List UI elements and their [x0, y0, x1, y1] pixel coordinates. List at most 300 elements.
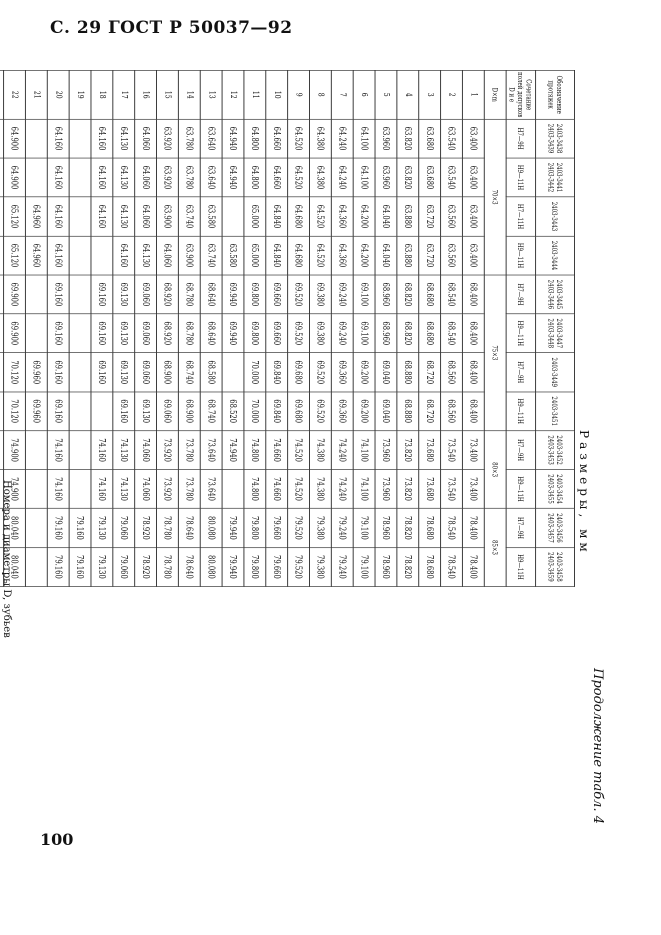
table-cell: 74.940: [222, 431, 244, 470]
row-number: 13: [200, 70, 222, 119]
table-cell: 74.800: [244, 431, 266, 470]
table-row: [157, 70, 179, 586]
table-cell: 69.900: [4, 275, 26, 314]
column-code: 2403-3444: [536, 236, 575, 275]
column-code: 2403-3458 2403-3459: [536, 547, 575, 586]
table-cell: 64.040: [375, 236, 397, 275]
table-cell: 68.880: [397, 392, 419, 431]
table-cell: 79.160: [69, 509, 91, 548]
table-cell: 78.400: [462, 547, 484, 586]
table-cell: 69.240: [331, 314, 353, 353]
table-cell: 63.920: [157, 119, 179, 158]
table-cell: [222, 197, 244, 236]
table-cell: 78.960: [375, 509, 397, 548]
rotated-table-region: [9, 70, 605, 830]
table-cell: 64.160: [47, 197, 69, 236]
table-cell: 79.160: [69, 547, 91, 586]
table-cell: 74.100: [353, 431, 375, 470]
column-tolerance: H7—9H: [506, 353, 535, 392]
table-cell: 64.160: [91, 197, 113, 236]
table-row: [69, 70, 91, 586]
column-code: 2403-3445 2403-3446: [536, 275, 575, 314]
table-cell: 79.060: [113, 547, 135, 586]
table-cell: 68.400: [462, 275, 484, 314]
table-cell: 79.100: [353, 547, 375, 586]
table-cell: [69, 314, 91, 353]
table-cell: 70.000: [244, 392, 266, 431]
table-cell: 74.160: [91, 431, 113, 470]
table-cell: 68.880: [397, 353, 419, 392]
table-cell: 79.660: [266, 509, 288, 548]
table-cell: 70.000: [244, 353, 266, 392]
table-cell: 79.130: [91, 509, 113, 548]
side-title: Номера и диаметры D, зубьев: [1, 480, 12, 638]
table-cell: 64.520: [288, 119, 310, 158]
table-cell: 64.840: [266, 197, 288, 236]
table-cell: 79.940: [222, 547, 244, 586]
table-cell: 64.240: [331, 119, 353, 158]
table-cell: 73.920: [157, 470, 179, 509]
table-cell: 69.060: [157, 392, 179, 431]
table-cell: 79.520: [288, 509, 310, 548]
row-number: 9: [288, 70, 310, 119]
table-cell: 63.900: [178, 236, 200, 275]
row-number: 15: [157, 70, 179, 119]
table-cell: 80.040: [4, 547, 26, 586]
table-cell: 78.400: [462, 509, 484, 548]
table-cell: 69.380: [309, 314, 331, 353]
table-cell: 64.520: [309, 197, 331, 236]
table-cell: 79.520: [288, 547, 310, 586]
column-tolerance: H7—9H: [506, 431, 535, 470]
table-cell: 64.100: [353, 119, 375, 158]
table-row: [288, 70, 310, 586]
column-tolerance: H9—11H: [506, 314, 535, 353]
table-cell: [25, 158, 47, 197]
designation-header: Обозначение протяжек: [536, 70, 575, 119]
table-cell: 63.400: [462, 236, 484, 275]
table-cell: 64.130: [113, 197, 135, 236]
table-cell: 63.780: [178, 158, 200, 197]
table-cell: 63.560: [441, 197, 463, 236]
table-cell: 80.080: [200, 509, 222, 548]
table-cell: 68.780: [178, 275, 200, 314]
table-row: [222, 70, 244, 586]
table-cell: 63.540: [441, 158, 463, 197]
table-row: [353, 70, 375, 586]
table-cell: 65.120: [4, 197, 26, 236]
row-number: 3: [419, 70, 441, 119]
table-cell: 78.780: [157, 547, 179, 586]
table-cell: 68.400: [462, 392, 484, 431]
table-cell: 78.780: [157, 509, 179, 548]
table-row: [309, 70, 331, 586]
column-code: 2403-3447 2403-3448: [536, 314, 575, 353]
table-cell: 68.740: [200, 392, 222, 431]
table-cell: [0, 236, 4, 275]
table-cell: 78.920: [135, 547, 157, 586]
row-number: 6: [353, 70, 375, 119]
table-cell: 69.060: [135, 275, 157, 314]
table-cell: 74.900: [4, 470, 26, 509]
table-row: [178, 70, 200, 586]
table-cell: 64.360: [331, 197, 353, 236]
table-cell: 74.520: [288, 431, 310, 470]
table-cell: 63.640: [200, 119, 222, 158]
table-cell: [25, 431, 47, 470]
table-cell: 64.680: [288, 236, 310, 275]
table-cell: [0, 392, 4, 431]
table-cell: 64.360: [331, 236, 353, 275]
table-cell: [0, 275, 4, 314]
table-cell: 68.560: [441, 353, 463, 392]
table-cell: 69.520: [288, 314, 310, 353]
table-cell: 69.160: [91, 275, 113, 314]
table-cell: 63.740: [200, 236, 222, 275]
table-cell: 69.160: [47, 353, 69, 392]
table-cell: 74.100: [353, 470, 375, 509]
table-cell: 63.580: [200, 197, 222, 236]
table-cell: 74.660: [266, 431, 288, 470]
table-cell: 68.640: [200, 314, 222, 353]
table-cell: [69, 353, 91, 392]
table-cell: 64.520: [288, 158, 310, 197]
dxm-label: D×m: [484, 70, 506, 119]
table-row: [244, 70, 266, 586]
table-cell: 80.080: [200, 547, 222, 586]
row-number: 5: [375, 70, 397, 119]
table-cell: 64.160: [91, 119, 113, 158]
table-cell: 64.060: [135, 197, 157, 236]
table-cell: 69.160: [47, 275, 69, 314]
table-cell: [0, 197, 4, 236]
table-cell: 74.900: [4, 431, 26, 470]
table-cell: 64.060: [135, 119, 157, 158]
table-cell: 74.060: [135, 431, 157, 470]
table-cell: 74.380: [309, 431, 331, 470]
table-cell: 69.130: [135, 392, 157, 431]
table-row: [419, 70, 441, 586]
table-cell: 63.720: [419, 236, 441, 275]
column-tolerance: H9—11H: [506, 470, 535, 509]
table-cell: 69.840: [266, 392, 288, 431]
table-cell: [25, 547, 47, 586]
table-cell: 74.380: [309, 470, 331, 509]
table-cell: 69.240: [331, 275, 353, 314]
table-cell: 64.380: [309, 119, 331, 158]
table-cell: 63.580: [222, 236, 244, 275]
table-cell: 63.680: [419, 158, 441, 197]
table-cell: 69.160: [47, 314, 69, 353]
table-cell: 64.130: [113, 119, 135, 158]
column-tolerance: H9—11H: [506, 236, 535, 275]
table-cell: 63.960: [375, 119, 397, 158]
column-code: 2403-3452 2403-3453: [536, 431, 575, 470]
column-code: 2403-3443: [536, 197, 575, 236]
table-cell: 78.920: [135, 509, 157, 548]
table-caption: Продолжение табл. 4: [590, 668, 605, 824]
table-cell: [0, 314, 4, 353]
table-row: [331, 70, 353, 586]
table-cell: 78.640: [178, 547, 200, 586]
table-cell: 74.160: [47, 470, 69, 509]
table-cell: 69.940: [222, 314, 244, 353]
table-cell: 69.680: [288, 392, 310, 431]
table-cell: 79.800: [244, 509, 266, 548]
table-cell: 73.680: [419, 470, 441, 509]
table-cell: 73.780: [178, 470, 200, 509]
table-cell: 63.560: [441, 236, 463, 275]
table-cell: 78.820: [397, 509, 419, 548]
table-row: [397, 70, 419, 586]
table-cell: 74.660: [266, 470, 288, 509]
table-cell: 69.680: [288, 353, 310, 392]
table-cell: 64.840: [266, 236, 288, 275]
row-number: [0, 70, 4, 119]
table-cell: 69.160: [91, 353, 113, 392]
page-header: С. 29 ГОСТ Р 50037—92: [50, 18, 293, 38]
table-cell: 74.060: [135, 470, 157, 509]
data-table: [0, 70, 575, 587]
table-cell: [69, 197, 91, 236]
table-cell: 79.660: [266, 547, 288, 586]
row-number: 20: [47, 70, 69, 119]
table-cell: 64.800: [244, 158, 266, 197]
table-cell: 68.920: [157, 275, 179, 314]
table-cell: 68.920: [157, 314, 179, 353]
table-cell: 68.560: [441, 392, 463, 431]
table-cell: 64.100: [353, 158, 375, 197]
table-cell: 74.130: [113, 431, 135, 470]
row-number: 21: [25, 70, 47, 119]
table-cell: 69.100: [353, 275, 375, 314]
table-cell: 64.160: [47, 119, 69, 158]
table-cell: 64.940: [222, 119, 244, 158]
table-cell: 69.800: [244, 314, 266, 353]
table-cell: 63.400: [462, 119, 484, 158]
table-cell: 64.200: [353, 197, 375, 236]
table-cell: 63.680: [419, 119, 441, 158]
table-cell: 63.780: [178, 119, 200, 158]
row-number: 2: [441, 70, 463, 119]
table-cell: 68.780: [178, 314, 200, 353]
table-cell: 79.380: [309, 547, 331, 586]
table-cell: 80.040: [4, 509, 26, 548]
table-cell: 69.130: [113, 353, 135, 392]
table-cell: 64.660: [266, 119, 288, 158]
table-cell: 68.820: [397, 314, 419, 353]
table-cell: 78.540: [441, 547, 463, 586]
table-cell: 68.720: [419, 353, 441, 392]
table-cell: 69.960: [25, 353, 47, 392]
table-cell: 69.360: [331, 353, 353, 392]
table-cell: 63.400: [462, 158, 484, 197]
table-cell: [69, 470, 91, 509]
row-number: 14: [178, 70, 200, 119]
column-tolerance: H7—9H: [506, 275, 535, 314]
table-cell: 69.160: [47, 392, 69, 431]
table-cell: [91, 236, 113, 275]
table-cell: 69.200: [353, 353, 375, 392]
table-cell: 78.680: [419, 509, 441, 548]
table-cell: 73.540: [441, 470, 463, 509]
row-number: 22: [4, 70, 26, 119]
column-tolerance: H9—11H: [506, 547, 535, 586]
table-cell: 73.640: [200, 470, 222, 509]
table-cell: 73.640: [200, 431, 222, 470]
table-cell: 69.660: [266, 314, 288, 353]
table-cell: 64.900: [4, 119, 26, 158]
row-number: 8: [309, 70, 331, 119]
table-cell: [222, 470, 244, 509]
column-tolerance: H7—9H: [506, 509, 535, 548]
table-cell: 64.900: [4, 158, 26, 197]
table-cell: 64.160: [91, 158, 113, 197]
table-cell: 79.240: [331, 509, 353, 548]
table-cell: 68.540: [441, 314, 463, 353]
table-cell: 74.520: [288, 470, 310, 509]
table-row: [25, 70, 47, 586]
table-cell: 65.000: [244, 236, 266, 275]
table-cell: 68.740: [178, 353, 200, 392]
table-cell: [222, 353, 244, 392]
table-cell: 64.160: [47, 236, 69, 275]
table-cell: [25, 509, 47, 548]
table-cell: 63.640: [200, 158, 222, 197]
tolerance-header: Сочетание полей допусков D и e: [508, 72, 534, 118]
table-cell: 63.920: [157, 158, 179, 197]
table-cell: 69.520: [309, 353, 331, 392]
table-cell: 79.100: [353, 509, 375, 548]
column-code: 2403-3438 2403-3439: [536, 119, 575, 158]
table-cell: [0, 119, 4, 158]
table-cell: 79.160: [47, 509, 69, 548]
table-cell: 68.640: [200, 275, 222, 314]
table-row: [91, 70, 113, 586]
table-cell: 64.060: [135, 158, 157, 197]
row-number: 11: [244, 70, 266, 119]
table-row: [375, 70, 397, 586]
column-tolerance: H7—9H: [506, 119, 535, 158]
table-cell: 64.060: [157, 236, 179, 275]
table-cell: 64.240: [331, 158, 353, 197]
row-number: 1: [462, 70, 484, 119]
column-tolerance: H9—11H: [506, 158, 535, 197]
table-cell: 73.780: [178, 431, 200, 470]
table-cell: 64.520: [309, 236, 331, 275]
size-group: 80×3: [484, 431, 506, 509]
row-number: 19: [69, 70, 91, 119]
table-row: [441, 70, 463, 586]
table-cell: 69.060: [135, 314, 157, 353]
table-cell: 64.130: [113, 158, 135, 197]
table-cell: 68.520: [222, 392, 244, 431]
table-cell: 63.900: [157, 197, 179, 236]
table-cell: [69, 431, 91, 470]
row-number: 18: [91, 70, 113, 119]
table-cell: 69.160: [113, 392, 135, 431]
table-cell: 79.800: [244, 547, 266, 586]
table-cell: 73.400: [462, 431, 484, 470]
table-cell: [0, 431, 4, 470]
table-cell: 79.160: [47, 547, 69, 586]
table-cell: 64.680: [288, 197, 310, 236]
table-cell: 69.200: [353, 392, 375, 431]
table-cell: 63.880: [397, 197, 419, 236]
table-cell: [25, 119, 47, 158]
table-cell: 73.960: [375, 431, 397, 470]
table-cell: 69.130: [113, 314, 135, 353]
column-code: 2403-3441 2403-3442: [536, 158, 575, 197]
column-tolerance: H9—11H: [506, 392, 535, 431]
table-cell: [25, 275, 47, 314]
row-number: 16: [135, 70, 157, 119]
table-cell: 64.380: [309, 158, 331, 197]
table-cell: 74.160: [91, 470, 113, 509]
table-cell: [25, 470, 47, 509]
size-group: 75×3: [484, 275, 506, 431]
table-cell: 68.580: [200, 353, 222, 392]
column-tolerance: H7—11H: [506, 197, 535, 236]
table-cell: 69.520: [288, 275, 310, 314]
table-cell: 68.900: [157, 353, 179, 392]
table-cell: 64.940: [222, 158, 244, 197]
table-cell: 64.160: [47, 158, 69, 197]
table-cell: 69.130: [113, 275, 135, 314]
table-cell: 73.400: [462, 470, 484, 509]
table-cell: 63.820: [397, 119, 419, 158]
table-cell: 68.400: [462, 353, 484, 392]
table-cell: 69.520: [309, 392, 331, 431]
column-code: 2403-3449: [536, 353, 575, 392]
table-row: [266, 70, 288, 586]
table-cell: 69.660: [266, 275, 288, 314]
table-cell: 64.200: [353, 236, 375, 275]
column-code: 2403-3456 2403-3457: [536, 509, 575, 548]
table-cell: 68.900: [178, 392, 200, 431]
table-cell: 79.380: [309, 509, 331, 548]
table-cell: 74.240: [331, 470, 353, 509]
table-cell: 63.960: [375, 158, 397, 197]
table-cell: 63.400: [462, 197, 484, 236]
table-cell: 69.360: [331, 392, 353, 431]
table-cell: 64.660: [266, 158, 288, 197]
table-cell: 68.820: [397, 275, 419, 314]
size-group: 70×3: [484, 119, 506, 275]
row-number: 10: [266, 70, 288, 119]
column-code: 2403-3451: [536, 392, 575, 431]
table-cell: [69, 236, 91, 275]
table-cell: 69.040: [375, 353, 397, 392]
table-cell: 68.400: [462, 314, 484, 353]
table-cell: 73.820: [397, 470, 419, 509]
table-cell: 78.960: [375, 547, 397, 586]
table-cell: [0, 158, 4, 197]
table-cell: 64.800: [244, 119, 266, 158]
table-row: [462, 70, 484, 586]
table-cell: 73.960: [375, 470, 397, 509]
table-cell: 63.540: [441, 119, 463, 158]
table-row: [113, 70, 135, 586]
table-cell: 73.680: [419, 431, 441, 470]
table-row: [135, 70, 157, 586]
table-cell: 79.060: [113, 509, 135, 548]
table-cell: 68.680: [419, 314, 441, 353]
table-cell: 64.160: [113, 236, 135, 275]
table-cell: 68.960: [375, 275, 397, 314]
table-cell: 69.960: [25, 392, 47, 431]
table-cell: 70.120: [4, 353, 26, 392]
